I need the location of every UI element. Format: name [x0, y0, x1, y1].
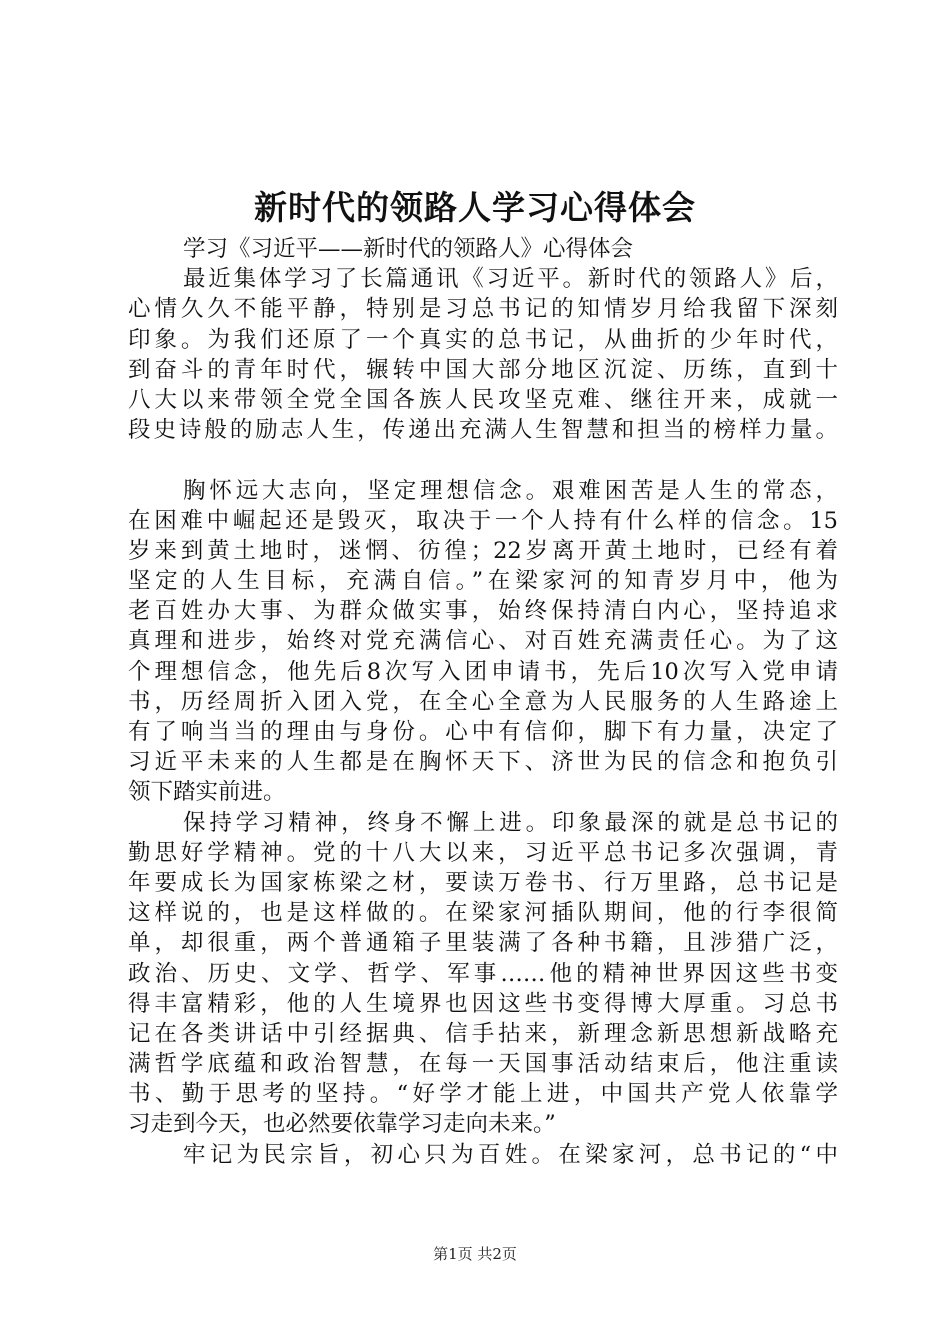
paragraph-line: 记在各类讲话中引经据典、信手拈来，新理念新思想新战略充: [128, 1020, 838, 1047]
page-footer: 第1页 共2页: [433, 1245, 517, 1263]
paragraph-line: 单，却很重，两个普通箱子里装满了各种书籍，且涉猎广泛，: [128, 930, 838, 957]
blank-line: [128, 445, 838, 475]
paragraph-line: 领下踏实前进。: [128, 779, 286, 806]
paragraph-line: 老百姓办大事、为群众做实事，始终保持清白内心，坚持追求: [128, 598, 838, 625]
paragraph-line: 有了响当当的理由与身份。心中有信仰，脚下有力量，决定了: [128, 719, 838, 745]
paragraph-line: 习走到今天，也必然要依靠学习走向未来。”: [128, 1111, 556, 1138]
paragraph-line: 年要成长为国家栋梁之材，要读万卷书、行万里路，总书记是: [128, 869, 838, 896]
paragraph-line: 书、勤于思考的坚持。“好学才能上进，中国共产党人依靠学: [128, 1081, 838, 1108]
paragraph-line: 到奋斗的青年时代，辗转中国大部分地区沉淀、历练，直到十: [128, 356, 838, 383]
paragraph-line: 八大以来带领全党全国各族人民攻坚克难、继往开来，成就一: [128, 386, 838, 413]
document-body: [128, 234, 838, 1170]
paragraph-line: 真理和进步，始终对党充满信心、对百姓充满责任心。为了这: [128, 628, 838, 655]
paragraph-line: 政治、历史、文学、哲学、军事……他的精神世界因这些书变: [128, 960, 838, 987]
paragraph-line: 坚定的人生目标，充满自信。”在梁家河的知青岁月中，他为: [128, 568, 838, 595]
paragraph-line: 胸怀远大志向，坚定理想信念。艰难困苦是人生的常态，: [183, 477, 838, 504]
paragraph-line: 段史诗般的励志人生，传递出充满人生智慧和担当的榜样力量。: [128, 417, 838, 444]
subtitle-line: 学习《习近平——新时代的领路人》心得体会: [183, 236, 634, 262]
paragraph-line: 习近平未来的人生都是在胸怀天下、济世为民的信念和抱负引: [128, 749, 838, 776]
paragraph-line: 保持学习精神，终身不懈上进。印象最深的就是总书记的: [183, 809, 838, 836]
paragraph-line: 印象。为我们还原了一个真实的总书记，从曲折的少年时代，: [128, 326, 838, 353]
paragraph-line: 勤思好学精神。党的十八大以来，习近平总书记多次强调，青: [128, 839, 838, 866]
paragraph-line: 牢记为民宗旨，初心只为百姓。在梁家河，总书记的“中: [183, 1141, 838, 1168]
paragraph-line: 岁来到黄土地时，迷惘、彷徨；22岁离开黄土地时，已经有着: [128, 537, 838, 564]
paragraph-line: 得丰富精彩，他的人生境界也因这些书变得博大厚重。习总书: [128, 990, 838, 1017]
document-title: 新时代的领路人学习心得体会: [254, 188, 696, 227]
paragraph-line: 个理想信念，他先后8次写入团申请书，先后10次写入党申请: [128, 658, 838, 685]
paragraph-line: 在困难中崛起还是毁灭，取决于一个人持有什么样的信念。15: [128, 507, 838, 534]
paragraph-line: 这样说的，也是这样做的。在梁家河插队期间，他的行李很简: [128, 900, 838, 927]
paragraph-line: 满哲学底蕴和政治智慧，在每一天国事活动结束后，他注重读: [128, 1051, 838, 1078]
paragraph-line: 最近集体学习了长篇通讯《习近平。新时代的领路人》后，: [183, 266, 838, 293]
paragraph-line: 心情久久不能平静，特别是习总书记的知情岁月给我留下深刻: [128, 296, 838, 323]
paragraph-line: 书，历经周折入团入党，在全心全意为人民服务的人生路途上: [128, 688, 838, 715]
